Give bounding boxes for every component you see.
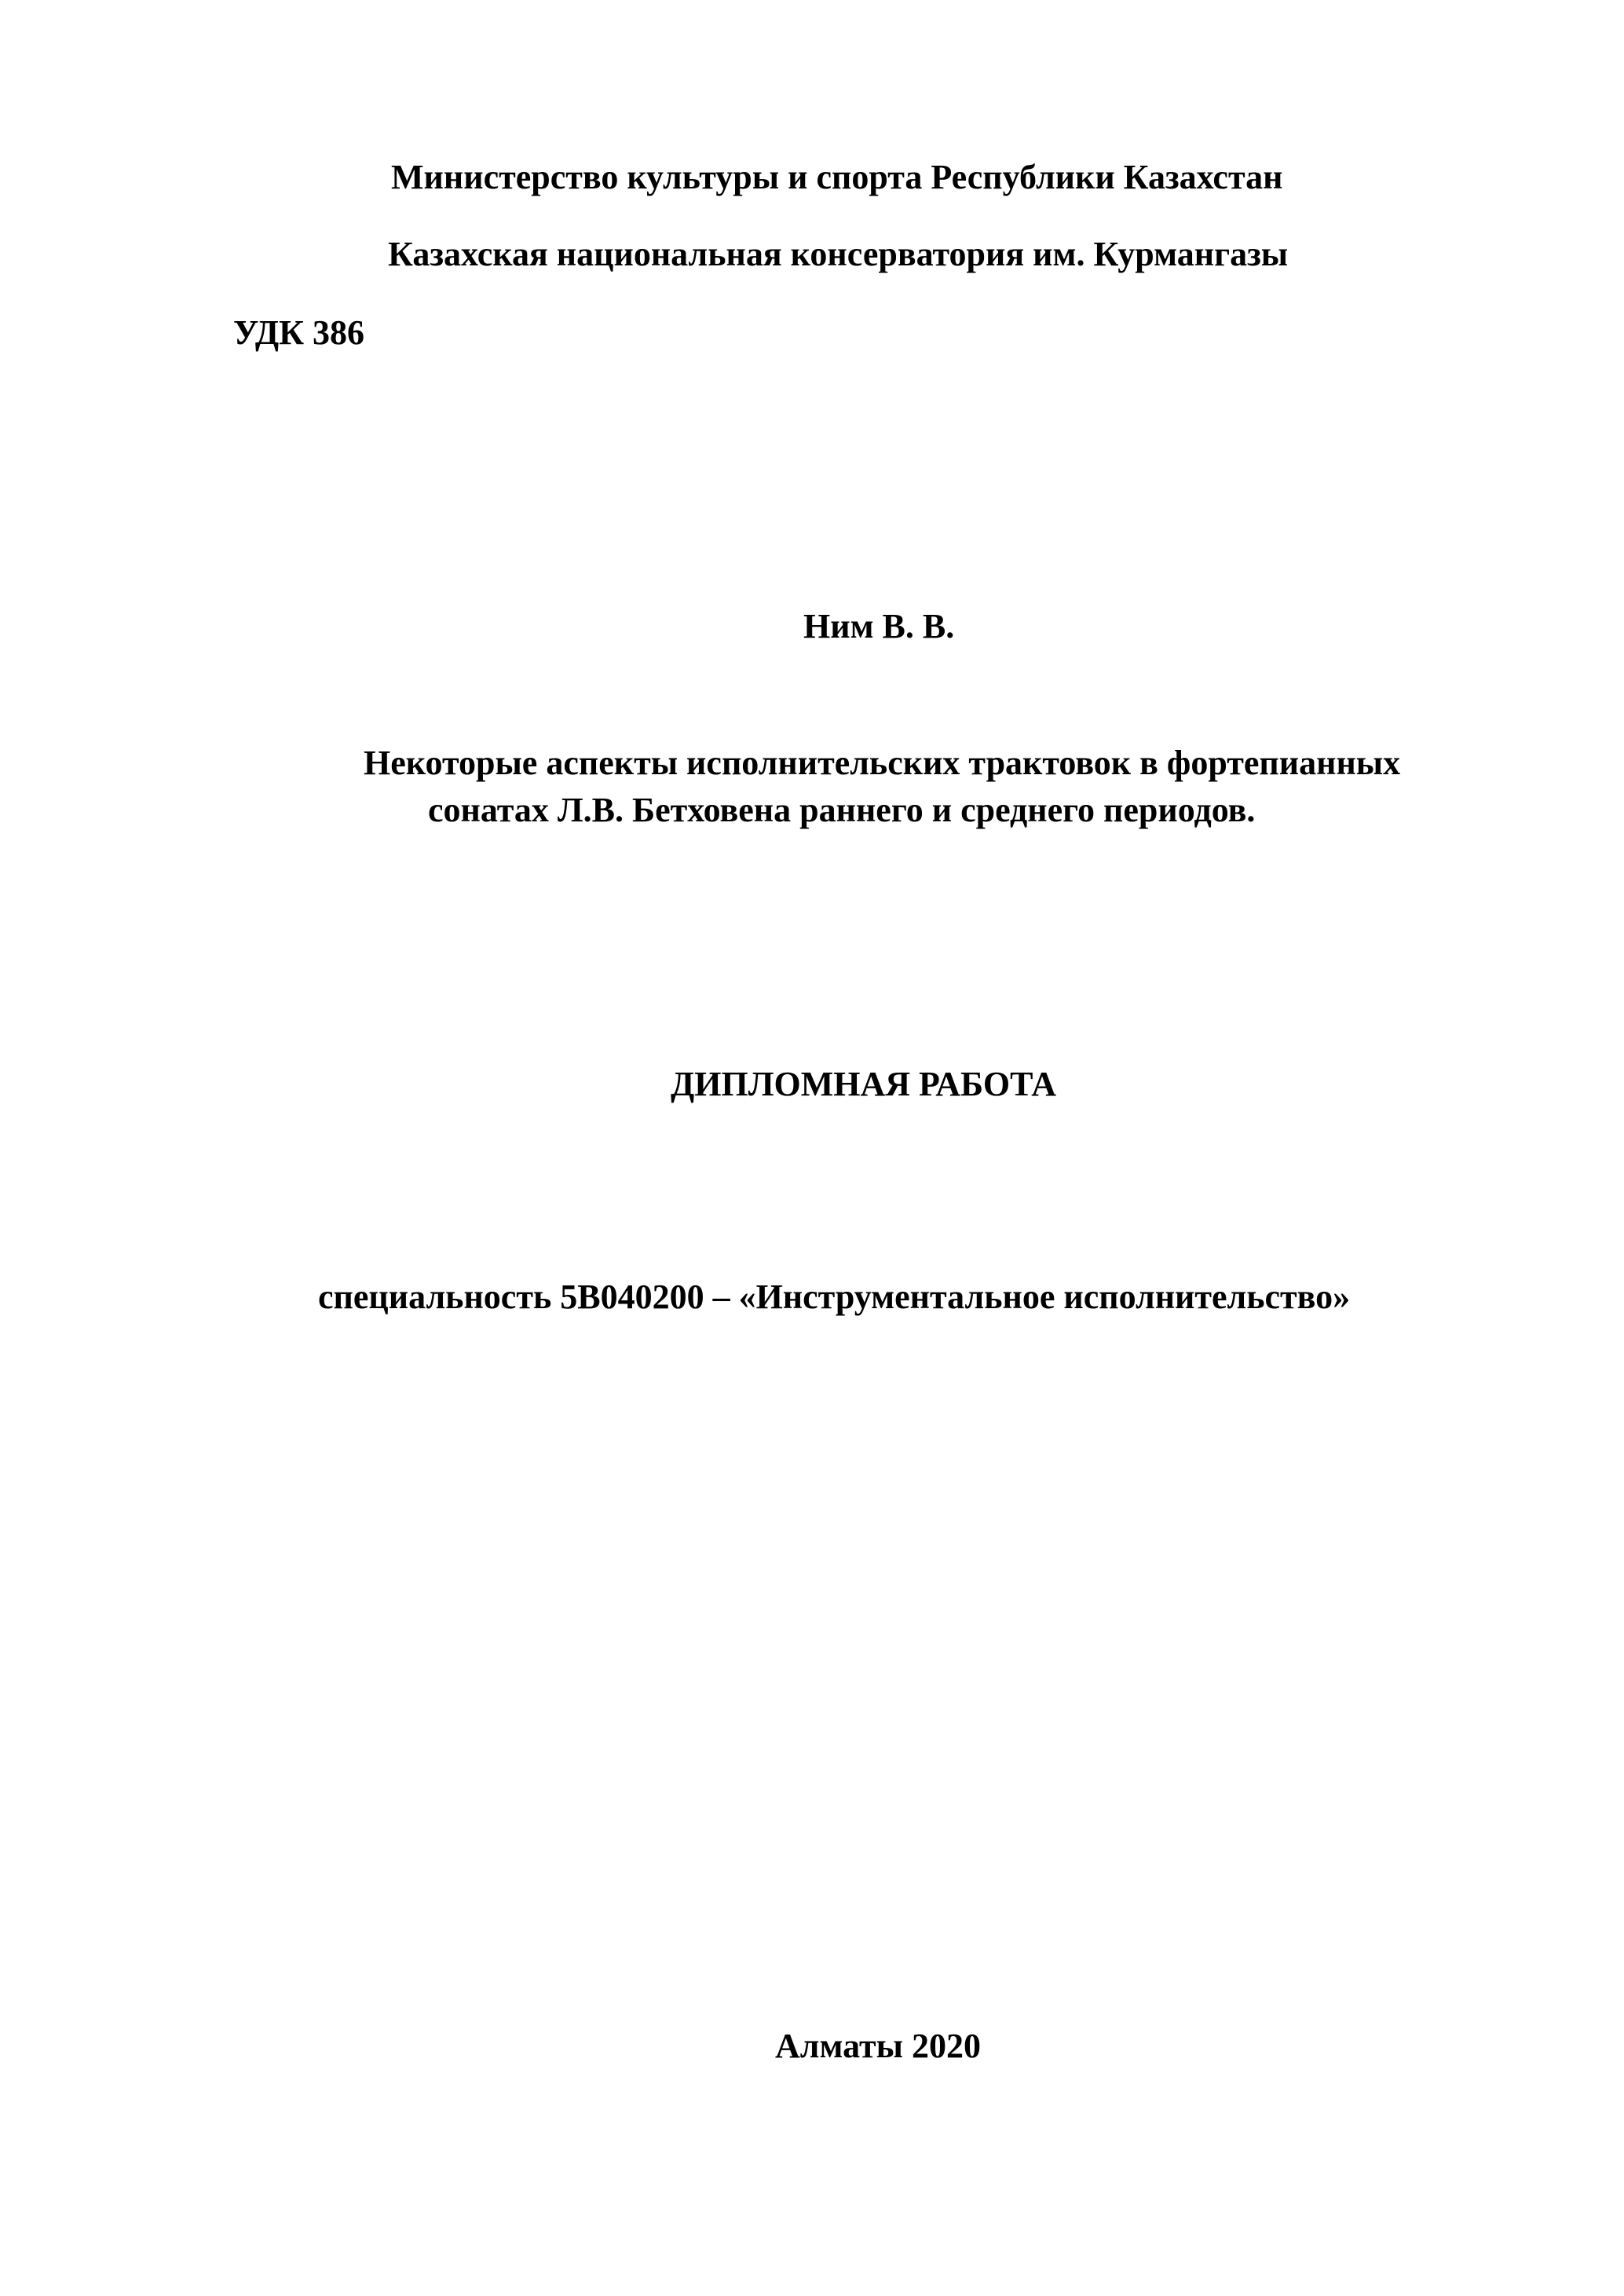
city-year: Алматы 2020 (775, 2027, 981, 2065)
ministry-heading: Министерство культуры и спорта Республики Казахстан (391, 158, 1283, 196)
institution-heading: Казахская национальная консерватория им. Курмангазы (388, 235, 1289, 273)
work-type: ДИПЛОМНАЯ РАБОТА (671, 1065, 1057, 1103)
author-name: Ним В. В. (803, 607, 955, 645)
thesis-title-line-1: Некоторые аспекты исполнительских трактовок в фортепианных (364, 744, 1401, 782)
specialty: специальность 5В040200 – «Инструментальное исполнительство» (318, 1278, 1351, 1316)
udk-code: УДК 386 (233, 313, 365, 352)
thesis-title-line-2: сонатах Л.В. Бетховена раннего и среднего периодов. (428, 791, 1256, 829)
